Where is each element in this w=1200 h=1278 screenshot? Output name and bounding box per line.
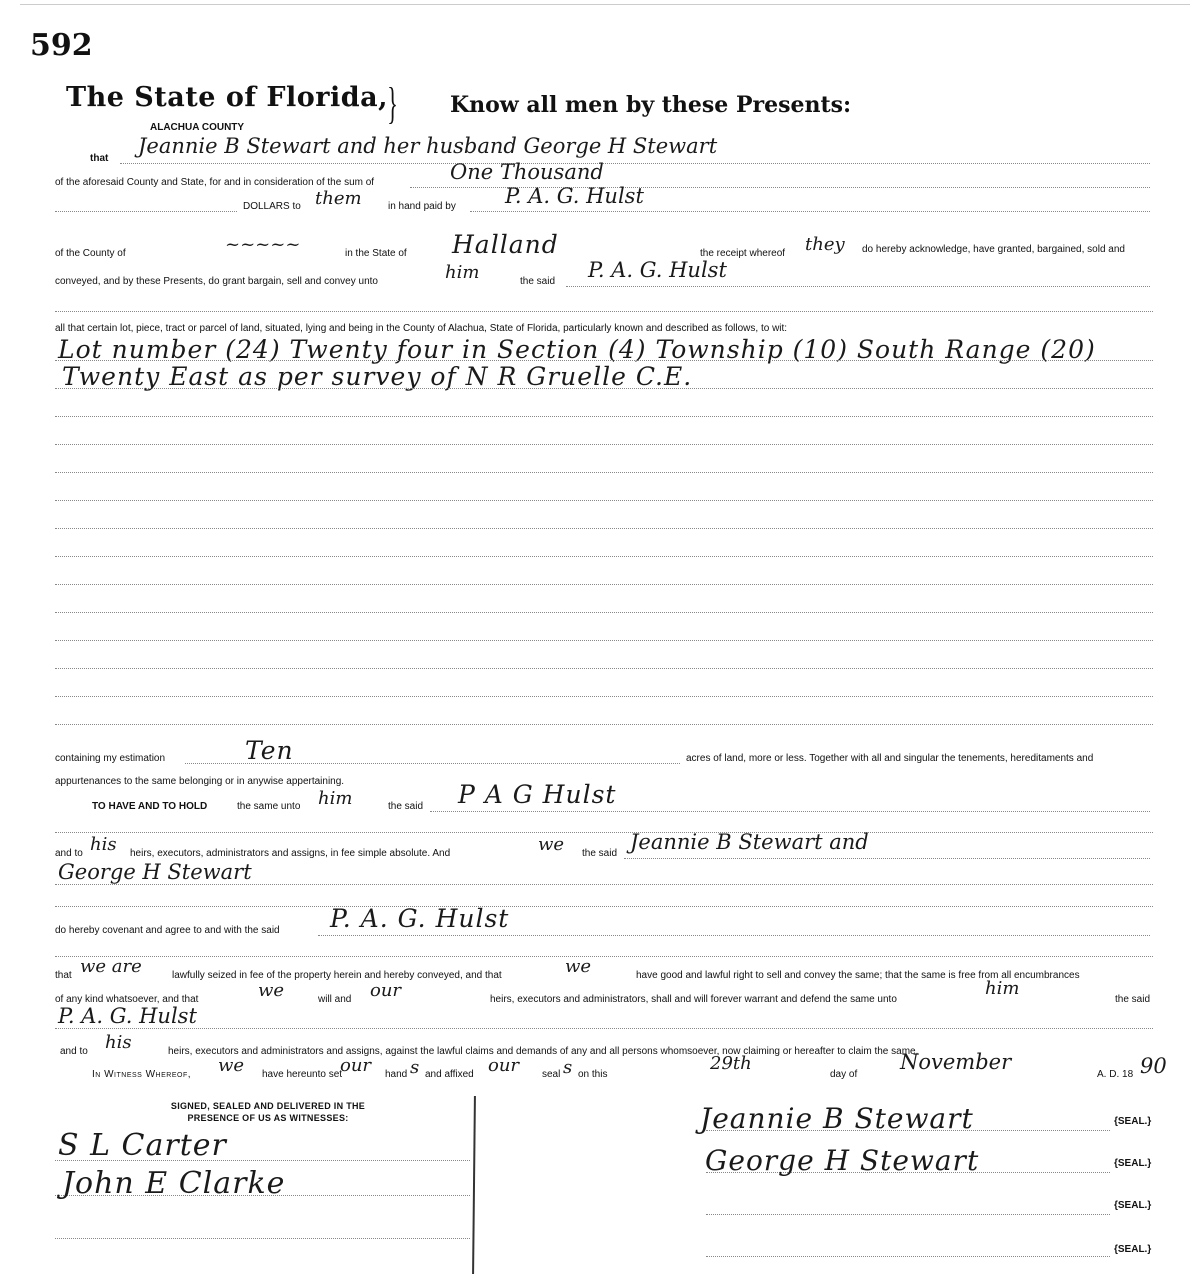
the-said-text: the said <box>520 276 556 287</box>
paid-by-fill-line <box>470 211 1150 212</box>
description-line-1-handwritten: Lot number (24) Twenty four in Section (4) Township (10) South Range (20) <box>58 335 1096 364</box>
covenant-fill-line <box>318 935 1150 936</box>
signature-1-handwritten: Jeannie B Stewart <box>700 1102 974 1135</box>
good-right-text: have good and lawful right to sell and convey the same; that the same is free from all encumbrances <box>636 970 1080 981</box>
seals-handwritten: s <box>563 1057 573 1078</box>
grantee-fill-line <box>566 286 1150 287</box>
grantors2-handwritten: Jeannie B Stewart and <box>630 830 869 854</box>
state-handwritten: Halland <box>452 230 559 259</box>
wit-we-handwritten: we <box>218 1055 245 1076</box>
grantee-handwritten: P. A. G. Hulst <box>588 258 727 282</box>
our3-handwritten: our <box>488 1055 520 1076</box>
witness-divider <box>472 1096 476 1274</box>
witness-line-3 <box>55 1238 470 1239</box>
that-label: that <box>90 153 109 164</box>
witness-heading: SIGNED, SEALED AND DELIVERED IN THE PRESENCE OF US AS WITNESSES: <box>170 1101 366 1123</box>
description-rule <box>55 668 1153 669</box>
covenant-handwritten: P. A. G. Hulst <box>330 904 510 933</box>
acres-text: acres of land, more or less. Together with all and singular the tenements, hereditaments and <box>686 753 1094 764</box>
paid-by-handwritten: P. A. G. Hulst <box>505 184 644 208</box>
description-rule <box>55 472 1153 473</box>
hand-text: hand <box>385 1069 408 1080</box>
receipt-whereof-text: the receipt whereof <box>700 248 786 259</box>
grantee4-rule <box>55 1028 1153 1029</box>
on-this-text: on this <box>578 1069 608 1080</box>
heirs-claims-text: heirs, executors and administrators and assigns, against the lawful claims and demands of any and all persons whomsoever, now claiming or hereafter to claim the same. <box>168 1046 919 1057</box>
hand-paid-text: in hand paid by <box>388 201 456 212</box>
we2-handwritten: we <box>565 956 592 977</box>
description-rule-2 <box>55 388 1153 389</box>
seal-label-3: {SEAL.} <box>1114 1200 1152 1211</box>
we-said-text: the said <box>582 848 618 859</box>
will-and-text: will and <box>318 994 352 1005</box>
description-rule <box>55 612 1153 613</box>
of-any-text: of any kind whatsoever, and that <box>55 994 199 1005</box>
seal-on-text: seal <box>542 1069 561 1080</box>
seal-label-1: {SEAL.} <box>1114 1116 1152 1127</box>
dollars-to-handwritten: them <box>315 188 362 209</box>
know-all-men-heading: Know all men by these Presents: <box>450 92 852 118</box>
description-line-2-handwritten: Twenty East as per survey of N R Gruelle C.E. <box>62 362 693 391</box>
that-text: that <box>55 970 72 981</box>
his-handwritten: his <box>90 834 117 855</box>
containing-text: containing my estimation <box>55 753 166 764</box>
county-handwritten: ~~~~~ <box>225 234 301 255</box>
and-to2-text: and to <box>60 1046 88 1057</box>
grantors3-handwritten: George H Stewart <box>58 860 252 884</box>
same-unto-text: the same unto <box>237 801 301 812</box>
have-unto-handwritten: him <box>318 788 353 809</box>
blank-rule <box>55 832 1153 833</box>
month-handwritten: November <box>900 1050 1012 1074</box>
have-said-text: the said <box>388 801 424 812</box>
witness-2-handwritten: John E Clarke <box>62 1166 286 1201</box>
seal-label-2: {SEAL.} <box>1114 1158 1152 1169</box>
heirs-fee-text: heirs, executors, administrators and assigns, in fee simple absolute. And <box>130 848 451 859</box>
sum-handwritten: One Thousand <box>450 160 604 184</box>
description-intro-text: all that certain lot, piece, tract or parcel of land, situated, lying and being in the County of Alachua, State of Florida, particularly known and described as follows, to wit: <box>55 323 788 334</box>
acres-handwritten: Ten <box>245 736 294 765</box>
county-label: ALACHUA COUNTY <box>150 122 245 133</box>
description-rule <box>55 528 1153 529</box>
they-handwritten: they <box>805 234 845 255</box>
in-state-of-text: in the State of <box>345 248 407 259</box>
description-rule <box>55 696 1153 697</box>
to-have-label: TO HAVE AND TO HOLD <box>92 801 208 812</box>
grantors2-fill-line <box>624 858 1150 859</box>
grantee4-handwritten: P. A. G. Hulst <box>58 1004 197 1028</box>
him2-handwritten: him <box>985 978 1020 999</box>
covenant-text: do hereby covenant and agree to and with the said <box>55 925 280 936</box>
consideration-text: of the aforesaid County and State, for and in consideration of the sum of <box>55 177 375 188</box>
heirs-exec-text: heirs, executors and administrators, shall and will forever warrant and defend the same unto <box>490 994 897 1005</box>
description-rule <box>55 444 1153 445</box>
in-witness-text: In Witness Whereof, <box>92 1069 191 1080</box>
that-fill-line <box>120 163 1150 164</box>
dollars-fill-line <box>55 211 237 212</box>
grantors3-rule <box>55 884 1153 885</box>
witness-1-handwritten: S L Carter <box>58 1128 227 1163</box>
our2-handwritten: our <box>340 1055 372 1076</box>
year-handwritten: 90 <box>1140 1054 1167 1078</box>
page-number: 592 <box>30 28 93 63</box>
signature-line-4 <box>706 1256 1110 1257</box>
unto-handwritten: him <box>445 262 480 283</box>
description-rule <box>55 416 1153 417</box>
conveyed-text: conveyed, and by these Presents, do grant bargain, sell and convey unto <box>55 276 378 287</box>
appurtenances-text: appurtenances to the same belonging or in anywise appertaining. <box>55 776 345 787</box>
we-are-handwritten: we are <box>80 956 142 977</box>
we-handwritten: we <box>538 834 565 855</box>
grantors-handwritten: Jeannie B Stewart and her husband George H Stewart <box>138 134 718 158</box>
description-rule <box>55 640 1153 641</box>
state-title: The State of Florida, <box>66 82 389 113</box>
the-said2-text: the said <box>1115 994 1151 1005</box>
and-affixed-text: and affixed <box>425 1069 474 1080</box>
and-to-text: and to <box>55 848 83 859</box>
day-of-text: day of <box>830 1069 858 1080</box>
signature-2-handwritten: George H Stewart <box>705 1144 980 1177</box>
his2-handwritten: his <box>105 1032 132 1053</box>
header-brace: } <box>387 79 398 128</box>
have-hereunto-text: have hereunto set <box>262 1069 343 1080</box>
have-grantee-fill-line <box>430 811 1150 812</box>
description-rule <box>55 724 1153 725</box>
description-rule <box>55 500 1153 501</box>
blank-rule <box>55 311 1153 312</box>
description-rule <box>55 584 1153 585</box>
page-top-edge <box>20 4 1190 5</box>
of-county-text: of the County of <box>55 248 126 259</box>
description-rule <box>55 556 1153 557</box>
blank-rule <box>55 906 1153 907</box>
we3-handwritten: we <box>258 980 285 1001</box>
blank-rule <box>55 956 1153 957</box>
hands-handwritten: s <box>410 1057 420 1078</box>
our-handwritten: our <box>370 980 402 1001</box>
signature-line-3 <box>706 1214 1110 1215</box>
description-rule-1 <box>55 360 1153 361</box>
day-handwritten: 29th <box>710 1053 752 1074</box>
acknowledge-text: do hereby acknowledge, have granted, bargained, sold and <box>862 244 1125 255</box>
have-grantee-handwritten: P A G Hulst <box>458 780 617 809</box>
lawfully-text: lawfully seized in fee of the property herein and hereby conveyed, and that <box>172 970 502 981</box>
anno-domini-text: A. D. 18 <box>1097 1069 1134 1080</box>
seal-label-4: {SEAL.} <box>1114 1244 1152 1255</box>
dollars-to-text: DOLLARS to <box>243 201 301 212</box>
